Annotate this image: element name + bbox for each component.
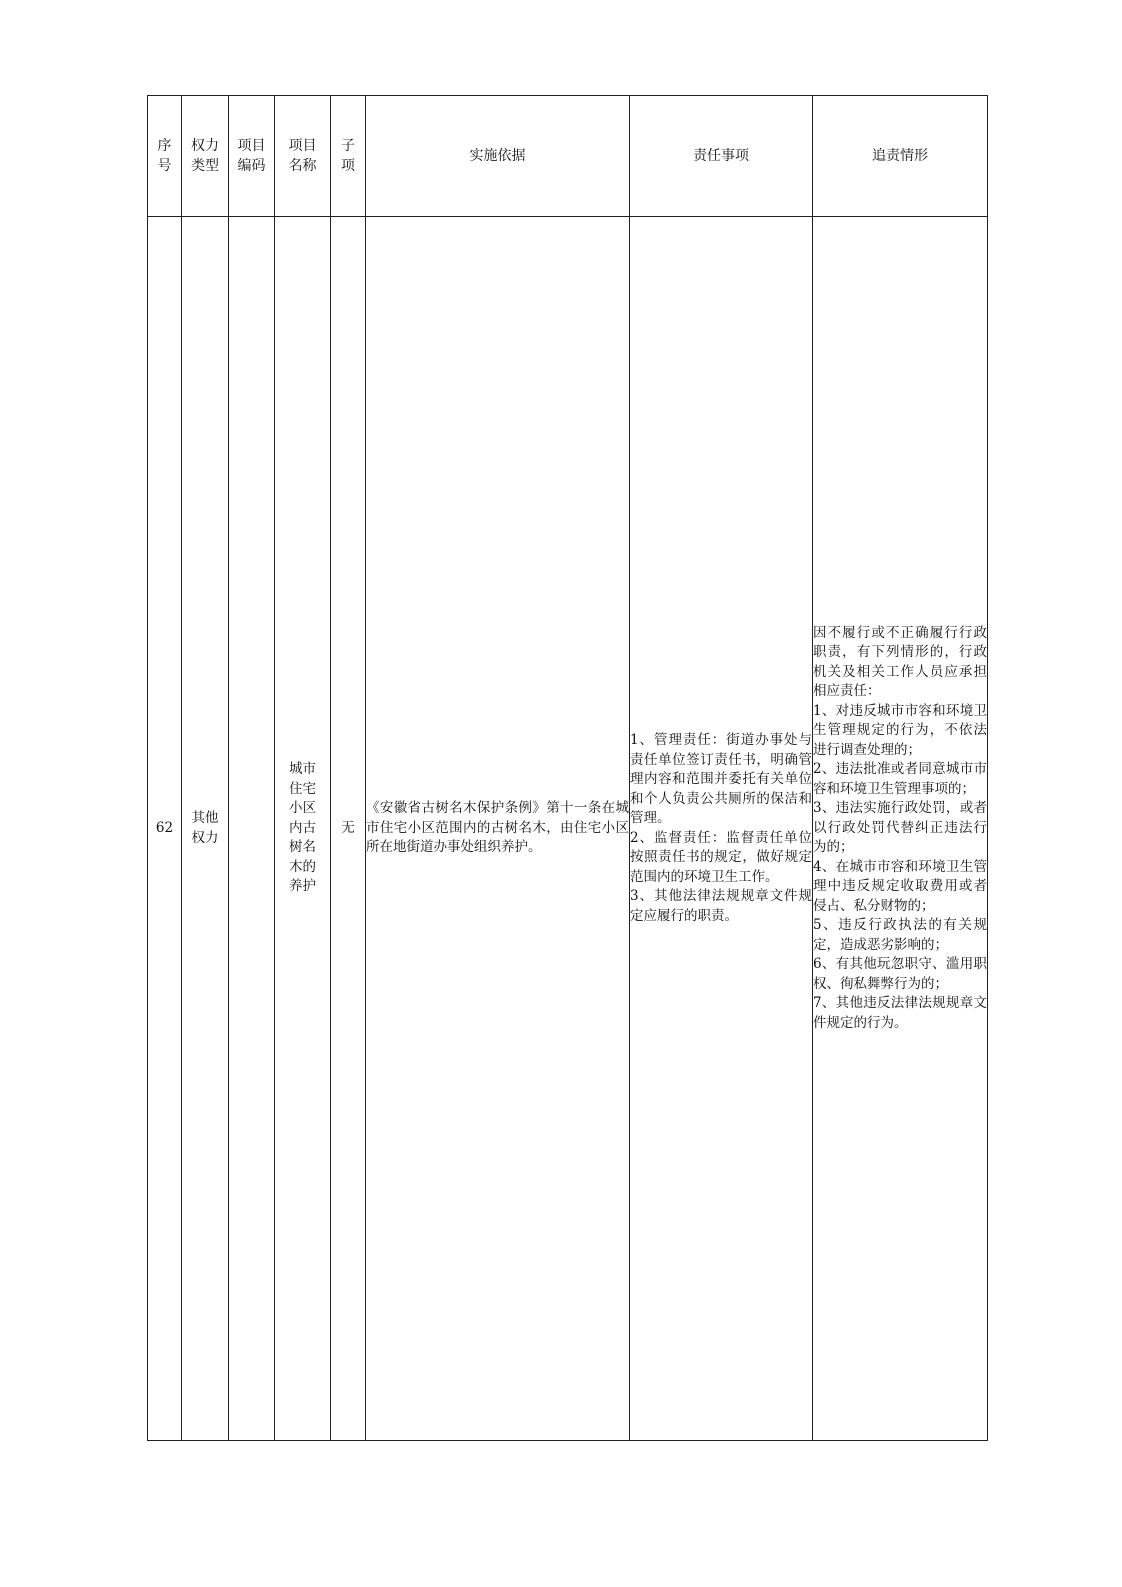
cell-sub-item: 无 (331, 217, 366, 1441)
cell-responsibility (630, 217, 813, 1441)
responsibility-item: 3、其他法律法规规章文件规定应履行的职责。 (630, 888, 812, 924)
accountability-item: 5、违反行政执法的有关规定，造成恶劣影响的； (813, 917, 987, 953)
header-sub-item: 子 项 (331, 96, 366, 217)
accountability-item: 4、在城市市容和环境卫生管理中违反规定收取费用或者侵占、私分财物的； (813, 858, 987, 914)
cell-basis: 《安徽省古树名木保护条例》第十一条在城市住宅小区范围内的古树名木，由住宅小区所在地街道办事处组织养护。 (366, 217, 630, 1441)
header-item-name: 项目 名称 (275, 96, 331, 217)
responsibility-item: 2、监督责任：监督责任单位按照责任书的规定，做好规定范围内的环境卫生工作。 (630, 829, 812, 885)
power-list-table (147, 95, 988, 1441)
accountability-item: 7、其他违反法律法规规章文件规定的行为。 (813, 995, 987, 1031)
header-power-type: 权力 类型 (182, 96, 229, 217)
accountability-item: 2、违法批准或者同意城市市容和环境卫生管理事项的； (813, 761, 987, 797)
responsibility-item: 1、管理责任：街道办事处与责任单位签订责任书，明确管理内容和范围并委托有关单位和个人负责公共厕所的保洁和管理。 (630, 732, 812, 826)
accountability-item: 因不履行或不正确履行行政职责，有下列情形的，行政机关及相关工作人员应承担相应责任： (813, 624, 987, 700)
accountability-item: 6、有其他玩忽职守、滥用职权、徇私舞弊行为的； (813, 956, 987, 992)
cell-seq: 62 (148, 217, 182, 1441)
header-responsibility: 责任事项 (630, 96, 813, 217)
accountability-item: 3、违法实施行政处罚，或者以行政处罚代替纠正违法行为的； (813, 800, 987, 856)
header-accountability: 追责情形 (813, 96, 988, 217)
table-header-row (148, 96, 988, 217)
cell-accountability (813, 217, 988, 1441)
cell-item-name: 城市 住宅 小区 内古 树名 木的 养护 (275, 217, 331, 1441)
header-item-code: 项目 编码 (229, 96, 275, 217)
accountability-item: 1、对违反城市市容和环境卫生管理规定的行为，不依法进行调查处理的； (813, 702, 987, 758)
header-seq: 序 号 (148, 96, 182, 217)
table-row (148, 217, 988, 1441)
cell-power-type: 其他 权力 (182, 217, 229, 1441)
header-basis: 实施依据 (366, 96, 630, 217)
cell-item-code (229, 217, 275, 1441)
